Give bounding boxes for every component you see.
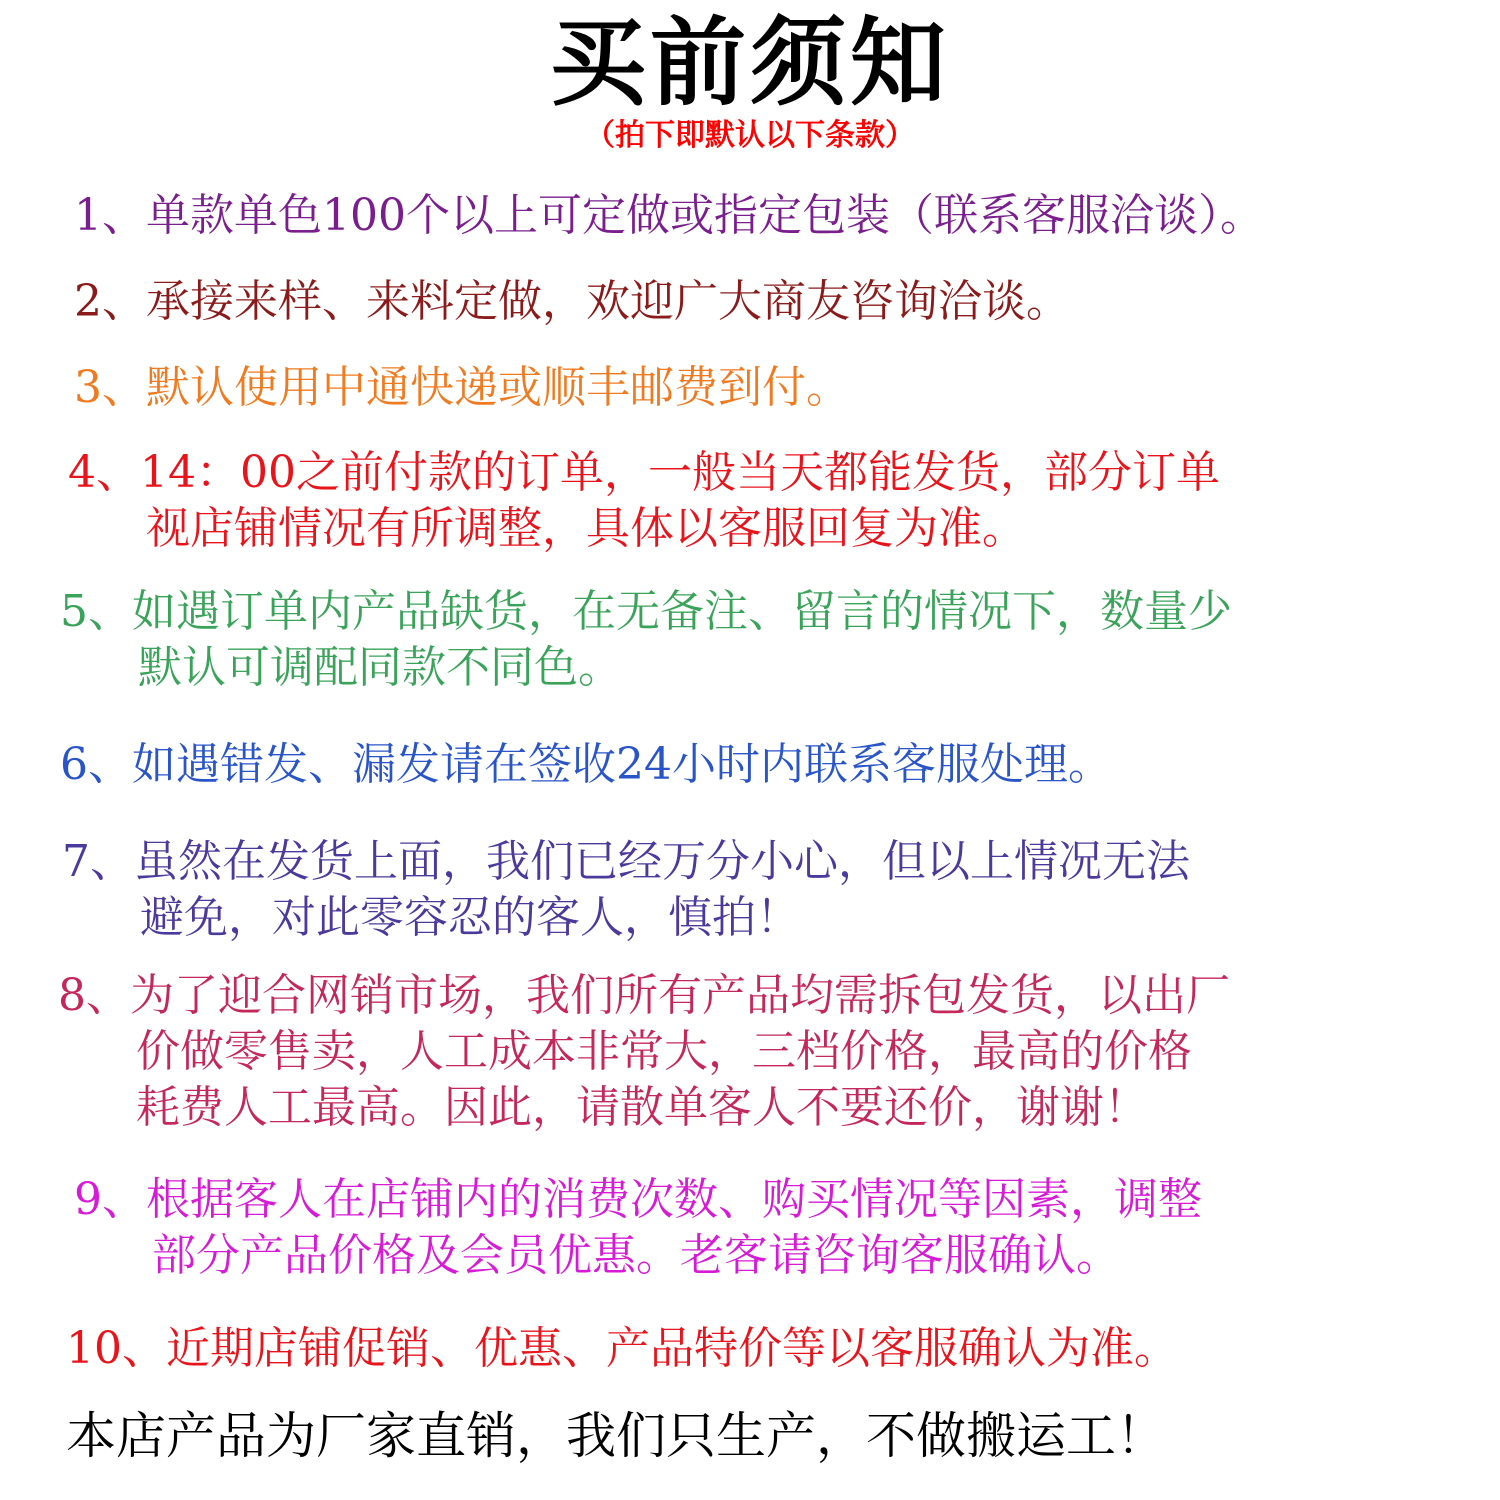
notice-item-2-line-1: 2、承接来样、来料定做，欢迎广大商友咨询洽谈。: [74, 276, 1070, 327]
notice-item-5: [60, 584, 1232, 696]
notice-item-8-line-2: 价做零售卖，人工成本非常大，三档价格，最高的价格: [136, 1026, 1192, 1077]
notice-item-1: [74, 188, 1264, 244]
notice-item-3-line-1: 3、默认使用中通快递或顺丰邮费到付。: [74, 362, 850, 413]
notice-item-9-line-2: 部分产品价格及会员优惠。老客请咨询客服确认。: [152, 1230, 1120, 1281]
notice-item-6: [60, 737, 1112, 793]
notice-item-4: [68, 445, 1220, 557]
notice-item-8: [58, 968, 1230, 1136]
notice-item-2: [74, 274, 1070, 330]
notice-item-9: [74, 1172, 1202, 1284]
notice-item-9-line-1: 9、根据客人在店铺内的消费次数、购买情况等因素，调整: [74, 1174, 1202, 1225]
notice-item-8-line-1: 8、为了迎合网销市场，我们所有产品均需拆包发货，以出厂: [58, 970, 1230, 1021]
page-title: 买前须知: [550, 6, 950, 119]
notice-item-10-line-1: 10、近期店铺促销、优惠、产品特价等以客服确认为准。: [66, 1323, 1178, 1374]
notice-item-1-line-1: 1、单款单色100个以上可定做或指定包装（联系客服洽谈）。: [74, 190, 1264, 241]
notice-item-5-line-1: 5、如遇订单内产品缺货，在无备注、留言的情况下，数量少: [60, 586, 1232, 637]
page-subtitle: （拍下即默认以下条款）: [585, 118, 915, 153]
notice-item-4-line-2: 视店铺情况有所调整，具体以客服回复为准。: [146, 503, 1026, 554]
notice-item-7-line-1: 7、虽然在发货上面，我们已经万分小心，但以上情况无法: [62, 836, 1190, 887]
notice-item-10: [66, 1321, 1178, 1377]
notice-item-5-line-2: 默认可调配同款不同色。: [138, 642, 622, 693]
notice-item-3: [74, 360, 850, 416]
footer-slogan: 本店产品为厂家直销，我们只生产，不做搬运工！: [66, 1407, 1166, 1465]
notice-item-7-line-2: 避免，对此零容忍的客人，慎拍！: [140, 892, 800, 943]
notice-item-8-line-3: 耗费人工最高。因此，请散单客人不要还价，谢谢！: [136, 1082, 1148, 1133]
notice-item-6-line-1: 6、如遇错发、漏发请在签收24小时内联系客服处理。: [60, 739, 1112, 790]
notice-item-4-line-1: 4、14：00之前付款的订单，一般当天都能发货，部分订单: [68, 447, 1220, 498]
notice-item-7: [62, 834, 1190, 946]
